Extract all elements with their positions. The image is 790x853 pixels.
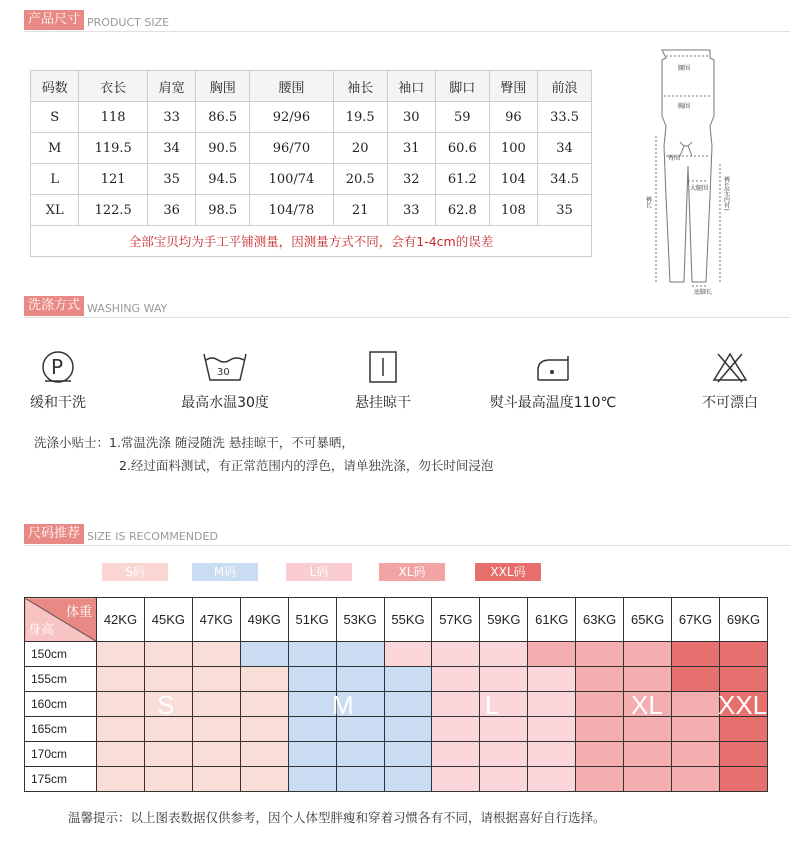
size-cell-l <box>432 642 480 667</box>
legend-item-xxl码: XXL码 <box>475 563 541 581</box>
weight-header: 55KG <box>384 598 432 642</box>
weight-header: 59KG <box>480 598 528 642</box>
no-bleach-icon <box>712 350 748 384</box>
size-cell-xl <box>624 667 672 692</box>
weight-header: 69KG <box>719 598 767 642</box>
svg-text:P: P <box>51 355 64 379</box>
size-cell-l <box>432 717 480 742</box>
column-header: 袖长 <box>333 71 387 102</box>
weight-header: 61KG <box>528 598 576 642</box>
size-cell-s <box>97 667 145 692</box>
grid-row <box>25 642 768 667</box>
column-header: 袖口 <box>387 71 435 102</box>
size-cell-s <box>144 642 192 667</box>
table-cell: 36 <box>147 195 195 226</box>
size-cell-xl <box>576 742 624 767</box>
column-header: 肩宽 <box>147 71 195 102</box>
size-cell-s <box>192 692 240 717</box>
column-header: 前浪 <box>538 71 592 102</box>
size-cell-xl <box>672 717 720 742</box>
size-cell-l <box>432 742 480 767</box>
table-cell: 108 <box>489 195 537 226</box>
table-row <box>31 133 592 164</box>
table-row <box>31 164 592 195</box>
grid-header-row <box>25 598 768 642</box>
size-cell-xl <box>672 692 720 717</box>
table-cell: L <box>31 164 79 195</box>
legend-item-xl码: XL码 <box>379 563 445 581</box>
size-recommend-grid <box>24 597 768 793</box>
divider <box>24 545 790 546</box>
size-cell-s <box>144 767 192 792</box>
table-row <box>31 195 592 226</box>
size-cell-l <box>480 742 528 767</box>
table-cell: 34 <box>538 133 592 164</box>
table-cell: S <box>31 102 79 133</box>
wash-item-dry-clean <box>0 350 128 412</box>
section-header-product-size <box>24 10 169 30</box>
table-cell: 34 <box>147 133 195 164</box>
size-cell-s <box>192 642 240 667</box>
size-cell-m <box>336 667 384 692</box>
size-cell-xxl <box>672 642 720 667</box>
table-cell: 90.5 <box>196 133 250 164</box>
weight-header: 42KG <box>97 598 145 642</box>
table-cell: 104/78 <box>250 195 334 226</box>
table-cell: XL <box>31 195 79 226</box>
size-cell-m <box>288 717 336 742</box>
section-subtitle: SIZE IS RECOMMENDED <box>87 530 218 543</box>
size-cell-m <box>384 692 432 717</box>
size-cell-m <box>288 667 336 692</box>
size-cell-s <box>97 767 145 792</box>
wash-label: 不可漂白 <box>702 395 758 411</box>
size-cell-xl <box>672 767 720 792</box>
weight-header: 57KG <box>432 598 480 642</box>
size-cell-s <box>240 742 288 767</box>
size-cell-l <box>432 667 480 692</box>
size-cell-l <box>432 692 480 717</box>
size-cell-s <box>97 692 145 717</box>
table-cell: 35 <box>147 164 195 195</box>
table-cell: 96/70 <box>250 133 334 164</box>
table-cell: 34.5 <box>538 164 592 195</box>
table-note-row <box>31 226 592 257</box>
section-subtitle: PRODUCT SIZE <box>87 16 170 29</box>
table-cell: 20 <box>333 133 387 164</box>
table-cell: 31 <box>387 133 435 164</box>
size-cell-m <box>288 742 336 767</box>
size-cell-m <box>336 742 384 767</box>
column-header: 衣长 <box>79 71 148 102</box>
size-cell-s <box>240 767 288 792</box>
table-cell: 21 <box>333 195 387 226</box>
section-header-washing <box>24 296 167 316</box>
size-cell-s <box>192 767 240 792</box>
size-cell-xl <box>576 667 624 692</box>
table-cell: 30 <box>387 102 435 133</box>
column-header: 胸围 <box>196 71 250 102</box>
size-cell-l <box>528 717 576 742</box>
size-cell-xl <box>624 742 672 767</box>
dry-clean-p-icon <box>41 350 75 384</box>
table-cell: 92/96 <box>250 102 334 133</box>
grid-label-l: L <box>485 690 500 720</box>
table-row <box>31 102 592 133</box>
grid-row <box>25 767 768 792</box>
weight-header: 45KG <box>144 598 192 642</box>
table-cell: 122.5 <box>79 195 148 226</box>
diagram-label-hem: 底脚长 <box>694 289 713 296</box>
wash-label: 熨斗最高温度110℃ <box>489 395 617 411</box>
size-cell-m <box>336 642 384 667</box>
size-cell-m <box>288 692 336 717</box>
table-cell: 60.6 <box>435 133 489 164</box>
size-cell-s <box>192 717 240 742</box>
section-subtitle: WASHING WAY <box>87 302 168 315</box>
table-cell: 119.5 <box>79 133 148 164</box>
size-cell-l <box>528 742 576 767</box>
divider <box>24 31 790 32</box>
wash-30-icon <box>200 350 250 384</box>
size-cell-l <box>480 642 528 667</box>
size-cell-m <box>384 767 432 792</box>
washing-tip-line-2: 2.经过面料测试，有正常范围内的浮色，请单独洗涤，勿长时间浸泡 <box>119 458 494 473</box>
column-header: 腰围 <box>250 71 334 102</box>
diagram-label-inseam: 裤长(无内衬) <box>722 176 730 211</box>
grid-label-m: M <box>332 690 354 720</box>
size-cell-l <box>480 667 528 692</box>
grid-corner <box>25 598 97 642</box>
height-header: 170cm <box>25 742 97 767</box>
legend-item-s码: S码 <box>102 563 168 581</box>
grid-row <box>25 667 768 692</box>
wash-item-hang-dry <box>313 350 453 412</box>
size-cell-m <box>384 742 432 767</box>
column-header: 码数 <box>31 71 79 102</box>
weight-header: 63KG <box>576 598 624 642</box>
wash-label: 悬挂晾干 <box>355 395 411 411</box>
weight-header: 65KG <box>624 598 672 642</box>
product-size-table <box>30 70 592 257</box>
size-cell-m <box>336 767 384 792</box>
size-cell-s <box>240 667 288 692</box>
diagram-label-length: 裤长 <box>644 196 652 208</box>
size-cell-xl <box>528 642 576 667</box>
size-cell-xl <box>672 742 720 767</box>
size-cell-l <box>480 767 528 792</box>
divider <box>24 317 790 318</box>
size-cell-m <box>384 717 432 742</box>
table-cell: 33.5 <box>538 102 592 133</box>
size-cell-s <box>97 642 145 667</box>
svg-text:30: 30 <box>217 367 230 378</box>
height-header: 175cm <box>25 767 97 792</box>
size-cell-s <box>144 742 192 767</box>
size-cell-xxl <box>719 767 767 792</box>
weight-header: 67KG <box>672 598 720 642</box>
size-cell-l <box>528 667 576 692</box>
table-cell: 19.5 <box>333 102 387 133</box>
table-cell: 98.5 <box>196 195 250 226</box>
size-cell-s <box>192 667 240 692</box>
garment-outline <box>662 50 714 282</box>
table-cell: 94.5 <box>196 164 250 195</box>
measurement-note: 全部宝贝均为手工平铺测量，因测量方式不同，会有1-4cm的误差 <box>31 226 592 257</box>
grid-label-xxl: XXL <box>718 690 768 720</box>
diagram-label-chest: 胸围 <box>678 103 691 110</box>
corner-weight-label: 体重 <box>65 604 92 619</box>
weight-header: 53KG <box>336 598 384 642</box>
height-header: 160cm <box>25 692 97 717</box>
column-header: 臀围 <box>489 71 537 102</box>
table-cell: 62.8 <box>435 195 489 226</box>
wash-label: 最高水温30度 <box>181 395 269 411</box>
diagram-label-waist: 腰围 <box>678 65 691 72</box>
size-cell-m <box>240 642 288 667</box>
size-cell-xxl <box>719 667 767 692</box>
hang-dry-icon <box>368 350 398 384</box>
table-cell: 20.5 <box>333 164 387 195</box>
grid-row <box>25 742 768 767</box>
size-cell-m <box>384 667 432 692</box>
table-cell: 100 <box>489 133 537 164</box>
iron-icon <box>532 350 574 384</box>
weight-header: 47KG <box>192 598 240 642</box>
section-title: 洗涤方式 <box>24 296 84 316</box>
table-cell: 100/74 <box>250 164 334 195</box>
size-cell-s <box>97 742 145 767</box>
table-cell: 33 <box>387 195 435 226</box>
wash-item-wash-30 <box>155 350 295 412</box>
table-cell: 104 <box>489 164 537 195</box>
section-title: 产品尺寸 <box>24 10 84 30</box>
size-cell-xl <box>576 642 624 667</box>
size-cell-s <box>144 667 192 692</box>
table-cell: 96 <box>489 102 537 133</box>
legend-item-l码: L码 <box>286 563 352 581</box>
wash-item-iron <box>478 350 628 412</box>
size-cell-s <box>192 742 240 767</box>
height-header: 155cm <box>25 667 97 692</box>
table-cell: 121 <box>79 164 148 195</box>
size-cell-l <box>528 767 576 792</box>
size-cell-m <box>288 642 336 667</box>
size-cell-xl <box>576 717 624 742</box>
diagram-label-thigh: 大腿围 <box>690 185 709 192</box>
section-title: 尺码推荐 <box>24 524 84 544</box>
table-header-row <box>31 71 592 102</box>
size-cell-s <box>240 692 288 717</box>
size-cell-xl <box>576 692 624 717</box>
grid-label-s: S <box>157 690 175 720</box>
size-cell-xxl <box>719 742 767 767</box>
legend-item-m码: M码 <box>192 563 258 581</box>
size-cell-m <box>288 767 336 792</box>
size-cell-xl <box>624 767 672 792</box>
table-cell: 35 <box>538 195 592 226</box>
table-cell: 118 <box>79 102 148 133</box>
size-cell-xl <box>624 642 672 667</box>
height-header: 165cm <box>25 717 97 742</box>
grid-label-xl: XL <box>631 690 663 720</box>
wash-item-no-bleach <box>660 350 790 412</box>
table-cell: 61.2 <box>435 164 489 195</box>
diagram-label-hip: 臀围 <box>668 155 681 162</box>
jumpsuit-diagram <box>640 46 740 296</box>
size-cell-xxl <box>672 667 720 692</box>
table-cell: 32 <box>387 164 435 195</box>
size-cell-s <box>97 717 145 742</box>
wash-label: 缓和干洗 <box>30 395 86 411</box>
weight-header: 49KG <box>240 598 288 642</box>
table-cell: 59 <box>435 102 489 133</box>
size-cell-l <box>384 642 432 667</box>
size-cell-s <box>240 717 288 742</box>
corner-height-label: 身高 <box>28 622 55 637</box>
weight-header: 51KG <box>288 598 336 642</box>
table-cell: 33 <box>147 102 195 133</box>
column-header: 脚口 <box>435 71 489 102</box>
size-cell-xl <box>576 767 624 792</box>
size-cell-xxl <box>719 642 767 667</box>
size-cell-l <box>528 692 576 717</box>
section-header-recommend <box>24 524 218 544</box>
bottom-note: 温馨提示：以上图表数据仅供参考，因个人体型胖瘦和穿着习惯各有不同，请根据喜好自行选择。 <box>68 810 606 825</box>
table-cell: M <box>31 133 79 164</box>
washing-tip-line-1: 洗涤小贴士：1.常温洗涤 随浸随洗 悬挂晾干，不可暴晒， <box>34 435 354 450</box>
table-cell: 86.5 <box>196 102 250 133</box>
height-header: 150cm <box>25 642 97 667</box>
size-cell-l <box>432 767 480 792</box>
